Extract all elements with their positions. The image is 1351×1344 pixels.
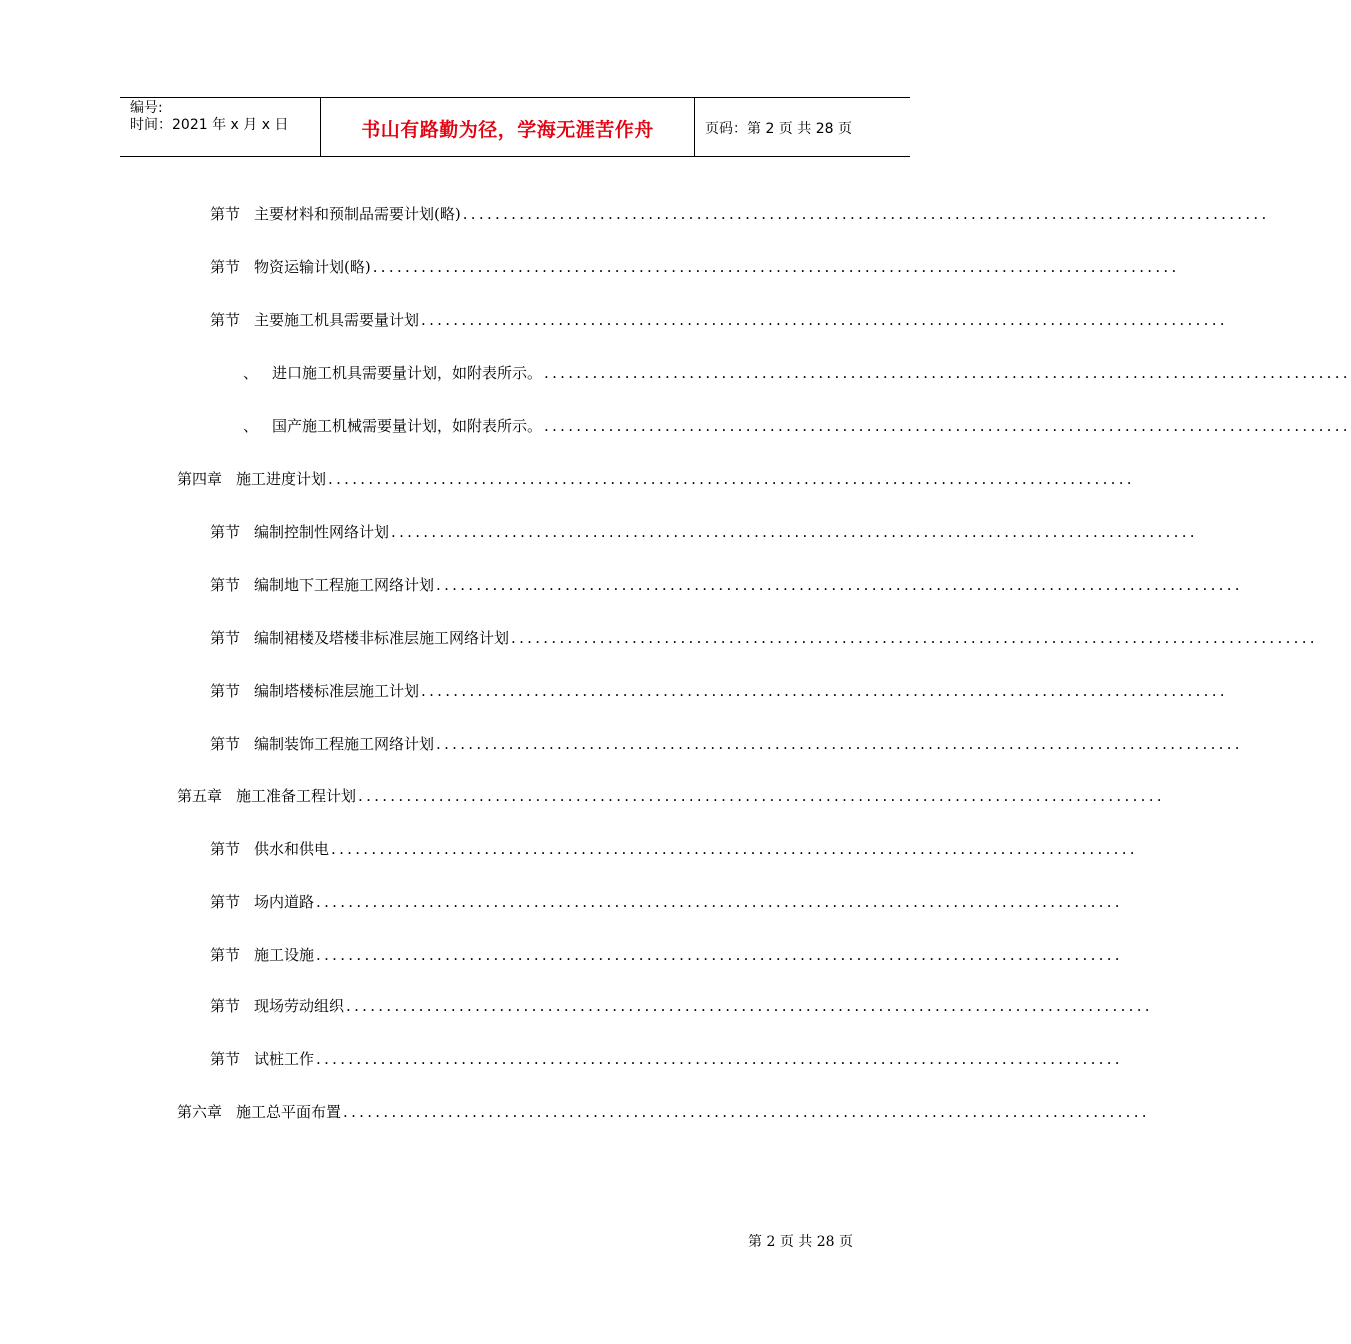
toc-entry-prefix: 第节 <box>210 1050 241 1068</box>
toc-entry[interactable] <box>210 839 1138 859</box>
header-left-cell <box>120 98 321 156</box>
toc-entry-title: 主要施工机具需要量计划 <box>254 311 420 329</box>
toc-leader-dots: .................................................................................................... <box>358 787 1165 805</box>
toc-entry-prefix: 第节 <box>210 735 241 753</box>
toc-entry[interactable] <box>210 204 1270 224</box>
toc-entry-prefix: 第六章 <box>177 1103 223 1121</box>
toc-entry-title: 编制地下工程施工网络计划 <box>254 576 435 594</box>
toc-entry-title: 供水和供电 <box>254 840 330 858</box>
toc-entry-prefix: 第四章 <box>177 470 223 488</box>
toc-entry-title: 场内道路 <box>254 893 315 911</box>
toc-leader-dots: .................................................................................................... <box>343 1103 1150 1121</box>
toc-entry[interactable] <box>210 945 1123 965</box>
toc-entry-title: 编制塔楼标准层施工计划 <box>254 682 420 700</box>
document-time-label: 时间：2021 年 x 月 x 日 <box>130 117 289 133</box>
toc-leader-dots: .................................................................................................... <box>328 470 1135 488</box>
toc-entry-prefix: 第节 <box>210 311 241 329</box>
toc-entry-prefix: 第节 <box>210 997 241 1015</box>
toc-leader-dots: .................................................................................................... <box>511 629 1318 647</box>
toc-entry-prefix: 第五章 <box>177 787 223 805</box>
toc-entry-title: 施工总平面布置 <box>236 1103 342 1121</box>
toc-leader-dots: .................................................................................................... <box>544 364 1351 382</box>
toc-leader-dots: .................................................................................................... <box>316 946 1123 964</box>
toc-entry[interactable] <box>210 522 1198 542</box>
page-header <box>120 97 910 157</box>
toc-entry-title: 编制裙楼及塔楼非标准层施工网络计划 <box>254 629 510 647</box>
toc-entry-title: 施工进度计划 <box>236 470 327 488</box>
toc-leader-dots: .................................................................................................... <box>436 576 1243 594</box>
toc-entry[interactable] <box>210 892 1123 912</box>
toc-entry-title: 进口施工机具需要量计划，如附表所示。 <box>272 364 543 382</box>
toc-entry[interactable] <box>243 416 1351 436</box>
toc-leader-dots: .................................................................................................... <box>316 893 1123 911</box>
toc-entry-title: 国产施工机械需要量计划，如附表所示。 <box>272 417 543 435</box>
page-footer-number: 第 2 页 共 28 页 <box>748 1234 853 1250</box>
toc-entry-title: 编制控制性网络计划 <box>254 523 390 541</box>
toc-leader-dots: .................................................................................................... <box>346 997 1153 1015</box>
toc-entry-prefix: 第节 <box>210 576 241 594</box>
toc-entry[interactable] <box>177 786 1165 806</box>
header-page-cell <box>695 98 910 156</box>
toc-entry-prefix: 、 <box>243 364 259 382</box>
toc-entry-prefix: 第节 <box>210 946 241 964</box>
toc-entry-title: 编制装饰工程施工网络计划 <box>254 735 435 753</box>
toc-leader-dots: .................................................................................................... <box>421 682 1228 700</box>
toc-entry[interactable] <box>210 310 1228 330</box>
toc-entry[interactable] <box>210 1049 1123 1069</box>
toc-entry[interactable] <box>210 996 1153 1016</box>
toc-entry-prefix: 第节 <box>210 258 241 276</box>
toc-entry[interactable] <box>210 734 1243 754</box>
toc-entry-prefix: 第节 <box>210 205 241 223</box>
toc-entry-title: 试桩工作 <box>254 1050 315 1068</box>
toc-entry[interactable] <box>210 257 1180 277</box>
toc-leader-dots: .................................................................................................... <box>421 311 1228 329</box>
header-motto-cell <box>321 98 695 156</box>
toc-leader-dots: .................................................................................................... <box>391 523 1198 541</box>
toc-entry-prefix: 第节 <box>210 840 241 858</box>
toc-entry-title: 施工设施 <box>254 946 315 964</box>
toc-entry-title: 现场劳动组织 <box>254 997 345 1015</box>
toc-leader-dots: .................................................................................................... <box>462 205 1270 223</box>
toc-leader-dots: .................................................................................................... <box>436 735 1243 753</box>
toc-entry[interactable] <box>210 628 1318 648</box>
document-number-label: 编号: <box>130 100 163 116</box>
toc-leader-dots: .................................................................................................... <box>316 1050 1123 1068</box>
toc-leader-dots: .................................................................................................... <box>372 258 1180 276</box>
header-page-number: 页码：第 2 页 共 28 页 <box>705 121 852 137</box>
toc-leader-dots: .................................................................................................... <box>544 417 1351 435</box>
toc-entry-title: 施工准备工程计划 <box>236 787 357 805</box>
toc-leader-dots: .................................................................................................... <box>331 840 1138 858</box>
toc-entry[interactable] <box>243 363 1351 383</box>
toc-entry[interactable] <box>210 681 1228 701</box>
toc-entry-prefix: 第节 <box>210 629 241 647</box>
toc-entry-prefix: 第节 <box>210 523 241 541</box>
toc-entry-title: 物资运输计划(略) <box>254 258 371 276</box>
toc-entry[interactable] <box>177 1102 1150 1122</box>
toc-entry[interactable] <box>177 469 1135 489</box>
toc-entry-prefix: 、 <box>243 417 259 435</box>
toc-entry-prefix: 第节 <box>210 682 241 700</box>
toc-entry-title: 主要材料和预制品需要计划(略) <box>254 205 461 223</box>
toc-entry-prefix: 第节 <box>210 893 241 911</box>
toc-entry[interactable] <box>210 575 1243 595</box>
header-motto: 书山有路勤为径，学海无涯苦作舟 <box>361 119 654 141</box>
